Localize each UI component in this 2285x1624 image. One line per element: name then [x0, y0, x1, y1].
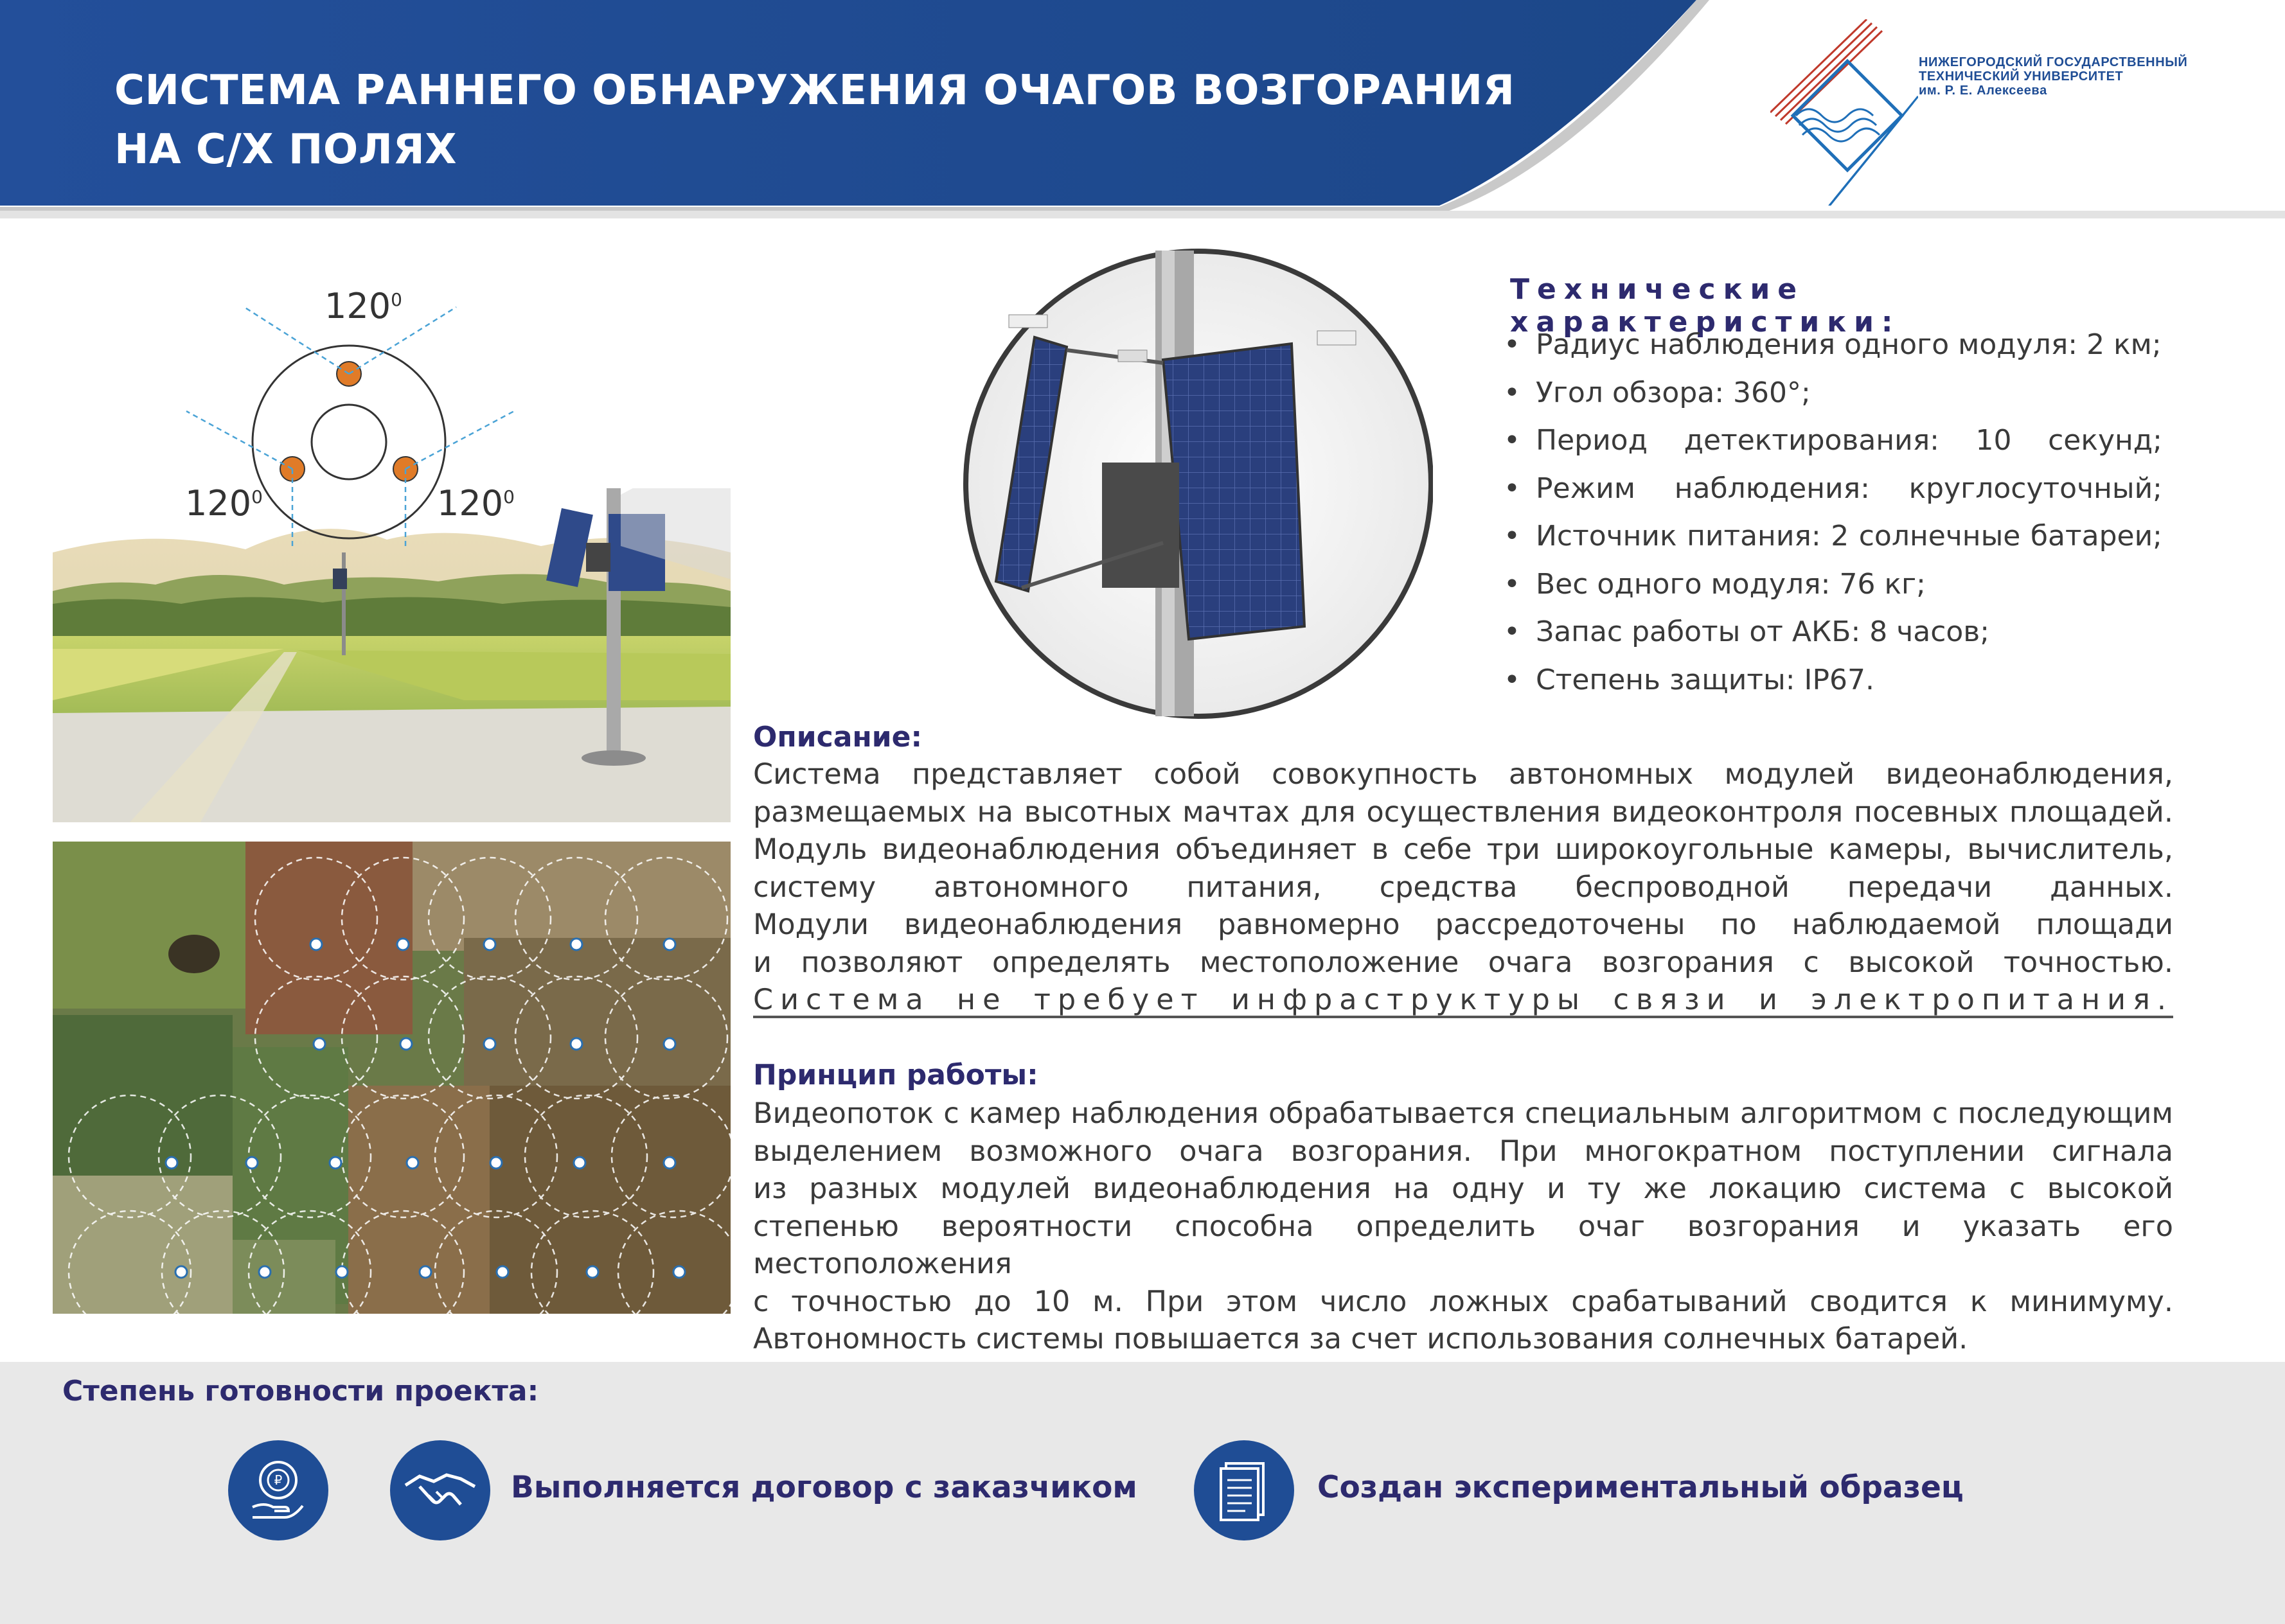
principle-line: из разных модулей видеонаблюдения на одну и ту же локацию система с высокой — [753, 1172, 2173, 1205]
angle-label-top: $120^0$ — [325, 286, 402, 326]
spec-item: • Режим наблюдения: круглосуточный; — [1529, 465, 2162, 513]
svg-text:₽: ₽ — [274, 1472, 283, 1488]
spec-item: • Источник питания: 2 солнечные батареи; — [1529, 513, 2162, 561]
principle-line: степенью вероятности способна определить очаг возгорания и указать его местоположения — [753, 1210, 2173, 1280]
description-line: и позволяют определять местоположение очага возгорания с высокой точностью. — [753, 946, 2173, 979]
ruble-hand-icon — [228, 1440, 328, 1540]
stage-prototype-label: Создан экспериментальный образец — [1317, 1470, 1964, 1505]
principle-text — [753, 1095, 2173, 1359]
principle-heading: Принцип работы: — [753, 1059, 1038, 1091]
title-line-1: СИСТЕМА РАННЕГО ОБНАРУЖЕНИЯ ОЧАГОВ ВОЗГОРАНИЯ — [114, 67, 1515, 114]
university-logo-icon — [1770, 19, 1918, 206]
angle-label-right: $120^0$ — [437, 483, 515, 524]
description-underlined-line: Система не требует инфраструктуры связи и электропитания. — [753, 984, 2173, 1016]
angle-label-left: $120^0$ — [185, 483, 263, 524]
logo-line-3: им. Р. Е. Алексеева — [1919, 84, 2047, 98]
description-heading: Описание: — [753, 721, 923, 754]
description-line: Система представляет собой совокупность автономных модулей видеонаблюдения, — [753, 758, 2173, 791]
spec-item: • Радиус наблюдения одного модуля: 2 км; — [1529, 321, 2162, 369]
principle-line: выделением возможного очага возгорания. При многократном поступлении сигнала — [753, 1134, 2173, 1168]
stage-contract-label: Выполняется договор с заказчиком — [511, 1470, 1137, 1505]
spec-item: • Угол обзора: 360°; — [1529, 369, 2162, 418]
readiness-heading: Степень готовности проекта: — [62, 1375, 539, 1408]
description-line: систему автономного питания, средства беспроводной передачи данных. — [753, 870, 2173, 904]
principle-line: Автономность системы повышается за счет использования солнечных батарей. — [753, 1323, 1968, 1355]
specs-heading: Технические характеристики: — [1510, 273, 1901, 339]
university-name — [1919, 55, 2189, 98]
satellite-coverage-map — [53, 842, 731, 1314]
description-line: размещаемых на высотных мачтах для осуществления видеоконтроля посевных площадей. — [753, 795, 2173, 829]
logo-line-2: ТЕХНИЧЕСКИЙ УНИВЕРСИТЕТ — [1919, 69, 2124, 84]
page-title — [114, 61, 1528, 179]
principle-line: с точностью до 10 м. При этом число ложных срабатываний сводится к минимуму. — [753, 1285, 2173, 1318]
logo-line-1: НИЖЕГОРОДСКИЙ ГОСУДАРСТВЕННЫЙ — [1919, 55, 2188, 69]
document-icon — [1194, 1440, 1294, 1540]
principle-line: Видеопоток с камер наблюдения обрабатывается специальным алгоритмом с последующим — [753, 1097, 2173, 1130]
spec-item: • Период детектирования: 10 секунд; — [1529, 417, 2162, 465]
spec-item: • Степень защиты: IP67. — [1529, 657, 2162, 705]
specs-list — [1529, 321, 2162, 704]
description-line: Модуль видеонаблюдения объединяет в себе три широкоугольные камеры, вычислитель, — [753, 833, 2173, 866]
description-text — [753, 756, 2173, 1019]
spec-item: • Запас работы от АКБ: 8 часов; — [1529, 608, 2162, 657]
title-line-2: НА С/Х ПОЛЯХ — [114, 126, 458, 173]
spec-item: • Вес одного модуля: 76 кг; — [1529, 561, 2162, 609]
handshake-icon — [390, 1440, 490, 1540]
description-line: Модули видеонаблюдения равномерно рассредоточены по наблюдаемой площади — [753, 908, 2173, 941]
module-closeup-illustration — [957, 241, 1433, 726]
